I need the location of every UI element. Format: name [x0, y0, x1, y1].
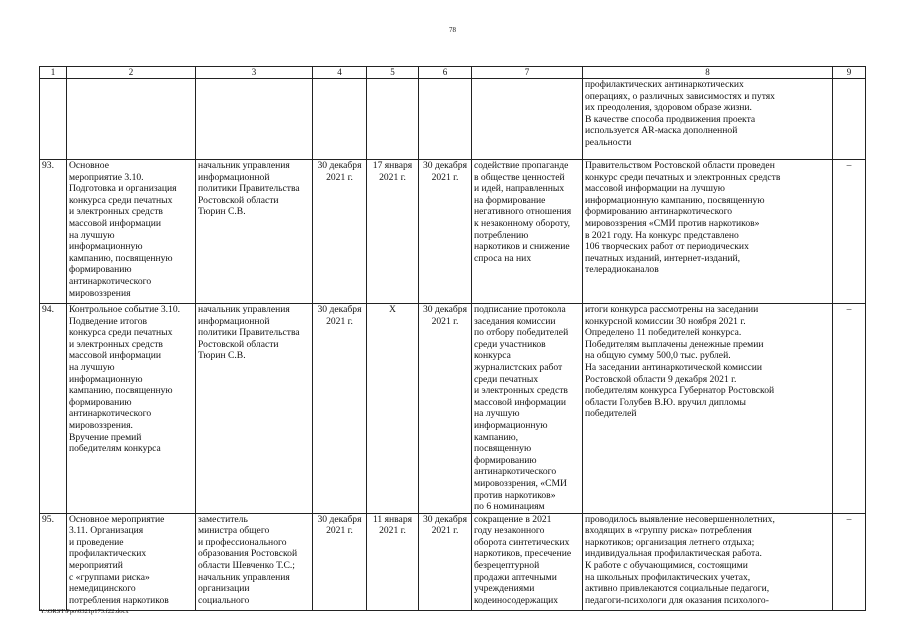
- text-line: с «группами риска»: [69, 571, 150, 583]
- text-line: Тюрин С.В.: [198, 206, 246, 218]
- text-line: содействие пропаганде: [474, 160, 569, 171]
- text-line: Вручение премий: [69, 431, 142, 443]
- text-line: X: [389, 304, 396, 315]
- text-line: мировоззрения «СМИ против наркотиков»: [585, 217, 760, 229]
- text-line: 2021 г.: [379, 171, 406, 183]
- text-line: конкурса: [474, 350, 511, 362]
- text-line: на лучшую: [474, 408, 520, 420]
- text-line: среди печатных: [474, 373, 539, 385]
- text-line: среди участников: [474, 338, 546, 350]
- text-line: области Шевченко Т.С.;: [198, 560, 295, 572]
- text-line: по 6 номинациям: [474, 501, 545, 513]
- text-line: сокращение в 2021: [474, 513, 552, 525]
- continuation-info-cell: [583, 79, 833, 160]
- plan-date-cell: [313, 513, 367, 610]
- table-row: [40, 513, 866, 610]
- text-line: безрецептурной: [474, 560, 540, 572]
- text-line: и профессионального: [198, 536, 287, 548]
- text-line: негативного отношения: [474, 206, 572, 218]
- text-line: подписание протокола: [474, 304, 566, 315]
- text-line: мировоззрения, «СМИ: [474, 477, 567, 489]
- text-line: в 2021 году. На конкурс представлено: [585, 229, 739, 241]
- table-row: [40, 160, 866, 304]
- text-line: информационную: [69, 373, 143, 385]
- row-number-cell: 94.: [40, 304, 67, 514]
- empty-cell: [40, 79, 67, 160]
- result-cell: [472, 304, 583, 514]
- text-line: наркотиков; организация летнего отдыха;: [585, 536, 755, 548]
- text-line: оборота синтетических: [474, 536, 570, 548]
- text-line: наркотиков, пресечение: [474, 548, 572, 560]
- empty-cell: [196, 79, 313, 160]
- note-cell: –: [833, 304, 866, 514]
- text-line: 3.11. Организация: [69, 525, 144, 537]
- start-date-cell: [367, 304, 419, 514]
- text-line: Правительством Ростовской области проведен: [585, 160, 775, 171]
- text-line: 11 января: [372, 513, 413, 525]
- col-header: 4: [313, 67, 367, 79]
- text-line: победителям конкурса: [69, 443, 161, 455]
- text-line: информационную кампанию, посвященную: [585, 194, 765, 206]
- col-header: 2: [67, 67, 196, 79]
- continuation-row: [40, 79, 866, 160]
- text-line: и электронных средств: [69, 338, 163, 350]
- text-line: индивидуальная профилактическая работа.: [585, 548, 762, 560]
- text-line: Основное мероприятие: [69, 513, 165, 525]
- text-line: формированию: [69, 264, 132, 276]
- text-line: конкурсной комиссии 30 ноября 2021 г.: [585, 315, 746, 327]
- text-line: начальник управления: [198, 304, 290, 315]
- col-header: 9: [833, 67, 866, 79]
- text-line: формированию: [474, 454, 537, 466]
- end-date-cell: [419, 513, 472, 610]
- col-header: 6: [419, 67, 472, 79]
- text-line: массовой информации на лучшую: [585, 183, 725, 195]
- col-header: 5: [367, 67, 419, 79]
- text-line: начальник управления: [198, 160, 290, 171]
- start-date-cell: [367, 513, 419, 610]
- text-line: 30 декабря: [317, 513, 362, 525]
- table-row: [40, 304, 866, 514]
- text-line: на лучшую: [69, 361, 115, 373]
- text-line: мероприятий: [69, 560, 123, 572]
- text-line: Определено 11 победителей конкурса.: [585, 327, 742, 339]
- text-line: конкурса среди печатных: [69, 194, 173, 206]
- text-line: 17 января: [372, 160, 413, 171]
- text-line: массовой информации: [69, 217, 161, 229]
- text-line: заместитель: [198, 513, 248, 525]
- file-path-footer: Y:\ORST\Ppo\0321p173.f22.docx: [40, 608, 129, 615]
- text-line: Подведение итогов: [69, 315, 148, 327]
- info-cell: [583, 304, 833, 514]
- text-line: области Голубев В.Ю. вручил дипломы: [585, 396, 746, 408]
- text-line: учреждениями: [474, 583, 535, 595]
- text-line: 2021 г.: [379, 525, 406, 537]
- text-line: мировоззрения.: [69, 419, 133, 431]
- text-line: используется AR-маска дополненной: [585, 125, 738, 137]
- text-line: формированию антинаркотического: [585, 206, 733, 218]
- end-date-cell: [419, 160, 472, 304]
- col-header: 7: [472, 67, 583, 79]
- text-line: на общую сумму 500,0 тыс. рублей.: [585, 350, 731, 362]
- text-line: 30 декабря: [423, 304, 467, 315]
- text-line: К работе с обучающимися, состоящими: [585, 560, 748, 572]
- text-line: на формирование: [474, 194, 546, 206]
- text-line: наркотиков и снижение: [474, 241, 570, 253]
- text-line: образования Ростовской: [198, 548, 298, 560]
- text-line: и проведение: [69, 536, 124, 548]
- info-cell: [583, 513, 833, 610]
- responsible-cell: [196, 160, 313, 304]
- text-line: 2021 г.: [326, 315, 353, 327]
- responsible-cell: [196, 304, 313, 514]
- text-line: 2021 г.: [431, 171, 459, 183]
- text-line: в обществе ценностей: [474, 171, 565, 183]
- text-line: Тюрин С.В.: [198, 350, 246, 362]
- text-line: кампанию, посвященную: [69, 252, 173, 264]
- result-cell: [472, 160, 583, 304]
- text-line: массовой информации: [69, 350, 161, 362]
- text-line: Контрольное событие 3.10.: [69, 304, 181, 315]
- text-line: 30 декабря: [423, 513, 467, 525]
- row-number-cell: 93.: [40, 160, 67, 304]
- note-cell: –: [833, 513, 866, 610]
- col-header: 1: [40, 67, 67, 79]
- info-cell: [583, 160, 833, 304]
- col-header: 8: [583, 67, 833, 79]
- col-header: 3: [196, 67, 313, 79]
- text-line: на лучшую: [69, 229, 115, 241]
- note-cell: –: [833, 160, 866, 304]
- text-line: педагоги-психологи для оказания психолого-: [585, 594, 769, 606]
- end-date-cell: [419, 304, 472, 514]
- text-line: антинаркотического: [474, 466, 557, 478]
- text-line: году незаконного: [474, 525, 545, 537]
- plan-date-cell: [313, 304, 367, 514]
- text-line: и электронных средств: [474, 385, 568, 397]
- text-line: формированию: [69, 396, 132, 408]
- empty-cell: [419, 79, 472, 160]
- text-line: победителей: [585, 408, 637, 420]
- text-line: их преодоления, здоровом образе жизни.: [585, 102, 752, 114]
- text-line: кодеиносодержащих: [474, 594, 559, 606]
- text-line: активно привлекаются социальные педагоги,: [585, 583, 770, 595]
- start-date-cell: [367, 160, 419, 304]
- text-line: конкурс среди печатных и электронных средств: [585, 171, 781, 183]
- text-line: кампанию,: [474, 431, 519, 443]
- text-line: потреблению: [474, 229, 529, 241]
- text-line: 2021 г.: [326, 525, 353, 537]
- text-line: телерадиоканалов: [585, 264, 659, 276]
- text-line: социального: [198, 594, 250, 606]
- page-number: 78: [449, 26, 456, 34]
- text-line: Ростовской области 9 декабря 2021 г.: [585, 373, 737, 385]
- text-line: итоги конкурса рассмотрены на заседании: [585, 304, 759, 315]
- text-line: информационной: [198, 171, 270, 183]
- text-line: информационную: [69, 241, 143, 253]
- text-line: конкурса среди печатных: [69, 327, 173, 339]
- text-line: профилактических: [69, 548, 147, 560]
- text-line: 30 декабря: [317, 304, 362, 315]
- text-line: немедицинского: [69, 583, 136, 595]
- empty-cell: [67, 79, 196, 160]
- empty-cell: [833, 79, 866, 160]
- text-line: продажи аптечными: [474, 571, 557, 583]
- text-line: Подготовка и организация: [69, 183, 177, 195]
- text-line: В качестве способа продвижения проекта: [585, 113, 756, 125]
- empty-cell: [472, 79, 583, 160]
- report-table: [39, 66, 866, 611]
- text-line: мировоззрения: [69, 287, 131, 299]
- text-line: министра общего: [198, 525, 270, 537]
- text-line: победителям конкурса Губернатор Ростовской: [585, 385, 775, 397]
- text-line: заседания комиссии: [474, 315, 556, 327]
- text-line: 30 декабря: [423, 160, 467, 171]
- text-line: организации: [198, 583, 250, 595]
- text-line: журналистских работ: [474, 361, 563, 373]
- text-line: кампанию, посвященную: [69, 385, 173, 397]
- text-line: потребления наркотиков: [69, 594, 169, 606]
- text-line: 2021 г.: [326, 171, 353, 183]
- text-line: посвященную: [474, 443, 532, 455]
- activity-cell: [67, 160, 196, 304]
- text-line: Ростовской области: [198, 338, 279, 350]
- text-line: 2021 г.: [431, 525, 459, 537]
- text-line: антинаркотического: [69, 275, 152, 287]
- text-line: мероприятие 3.10.: [69, 171, 144, 183]
- responsible-cell: [196, 513, 313, 610]
- text-line: к незаконному обороту,: [474, 217, 570, 229]
- text-line: операциях, о различных зависимостях и путях: [585, 90, 775, 102]
- empty-cell: [313, 79, 367, 160]
- text-line: Победителям выплачены денежные премии: [585, 338, 764, 350]
- activity-cell: [67, 304, 196, 514]
- text-line: проводилось выявление несовершеннолетних,: [585, 513, 775, 525]
- result-cell: [472, 513, 583, 610]
- text-line: спроса на них: [474, 252, 532, 264]
- text-line: и электронных средств: [69, 206, 163, 218]
- text-line: антинаркотического: [69, 408, 152, 420]
- text-line: политики Правительства: [198, 183, 300, 195]
- text-line: Ростовской области: [198, 194, 279, 206]
- text-line: 30 декабря: [317, 160, 362, 171]
- text-line: массовой информации: [474, 396, 566, 408]
- text-line: политики Правительства: [198, 327, 300, 339]
- text-line: и идей, направленных: [474, 183, 565, 195]
- column-number-row: [40, 67, 866, 79]
- text-line: На заседании антинаркотической комиссии: [585, 361, 763, 373]
- text-line: Основное: [69, 160, 109, 171]
- text-line: входящих в «группу риска» потребления: [585, 525, 752, 537]
- text-line: на школьных профилактических учетах,: [585, 571, 751, 583]
- plan-date-cell: [313, 160, 367, 304]
- empty-cell: [367, 79, 419, 160]
- row-number-cell: 95.: [40, 513, 67, 610]
- text-line: начальник управления: [198, 571, 290, 583]
- text-line: информационную: [474, 419, 548, 431]
- text-line: информационной: [198, 315, 270, 327]
- text-line: против наркотиков»: [474, 489, 556, 501]
- text-line: 2021 г.: [431, 315, 459, 327]
- text-line: печатных изданий, интернет-изданий,: [585, 252, 741, 264]
- text-line: реальности: [585, 136, 632, 148]
- text-line: 106 творческих работ от периодических: [585, 241, 749, 253]
- activity-cell: [67, 513, 196, 610]
- text-line: по отбору победителей: [474, 327, 569, 339]
- text-line: профилактических антинаркотических: [585, 79, 744, 90]
